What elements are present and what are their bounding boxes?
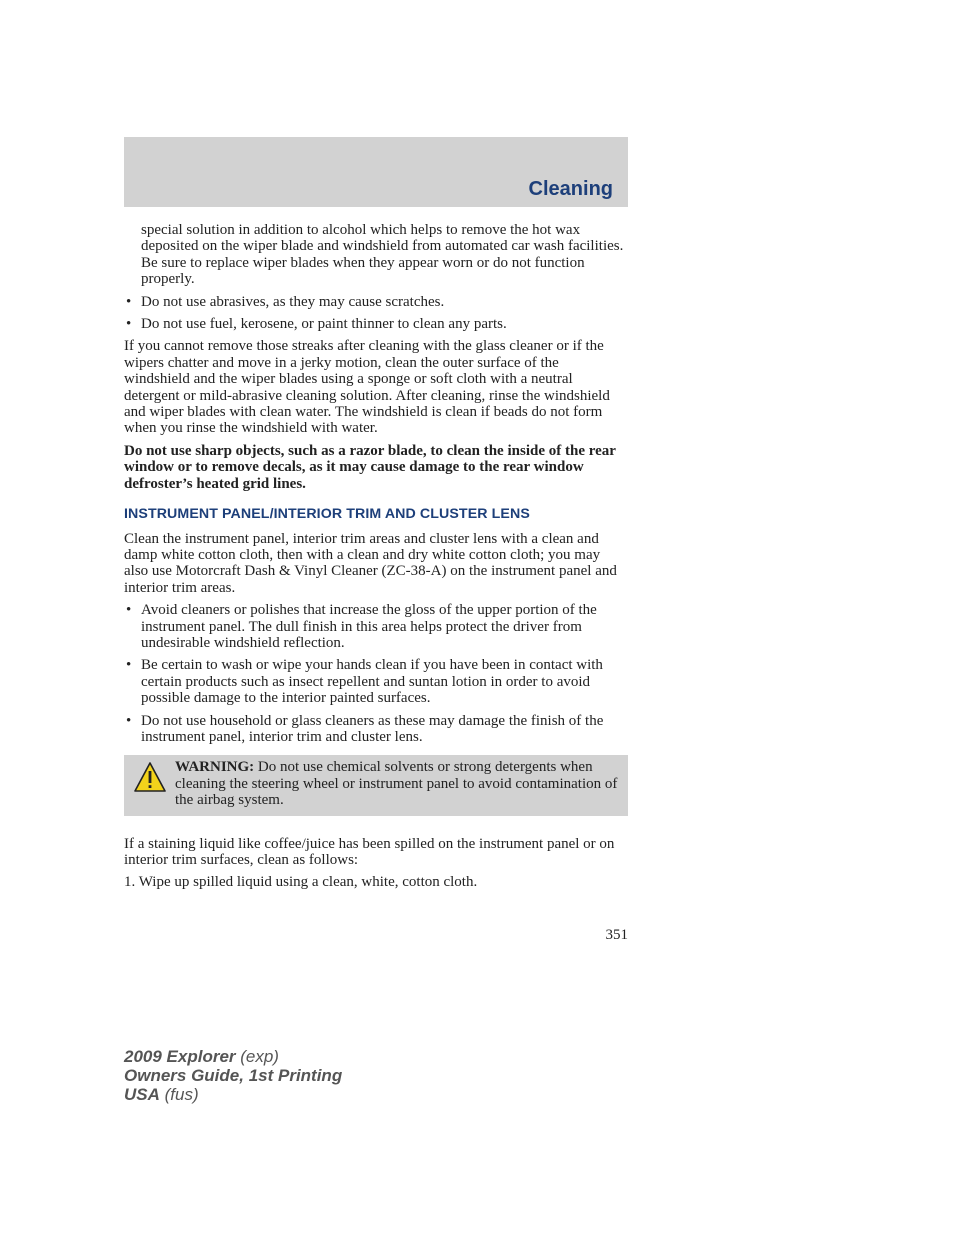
paragraph-streaks: If you cannot remove those streaks after cleaning with the glass cleaner or if the wipers chatter and move in a jerky motion, clean the outer surface of the windshield and the wiper blades using a sponge or soft cloth with a neutral detergent or mild-abrasive cleaning solution. After cleaning, rinse the windshield and wiper blades with clean water. The windshield is clean if beads do not form when you rinse the windshield with water. [124, 338, 610, 437]
footer-market: USA [124, 1085, 160, 1104]
bullet-dot: • [126, 602, 132, 619]
chapter-title: Cleaning [528, 178, 613, 200]
list-item [124, 657, 628, 706]
warning-text: Do not use chemical solvents or strong detergents when cleaning the steering wheel or instrument panel to avoid contamination of the airbag system. [175, 759, 618, 809]
list-item [124, 713, 628, 746]
list-item [124, 602, 628, 651]
warning-triangle-icon [133, 761, 167, 793]
footer-guide: Owners Guide, 1st Printing [124, 1066, 343, 1085]
chapter-header-band [124, 137, 628, 207]
page-number: 351 [605, 927, 628, 943]
bullet-dot: • [126, 657, 132, 674]
footer-line-2 [124, 1066, 342, 1085]
footer-line-3 [124, 1085, 342, 1104]
page-content [124, 222, 628, 897]
list-item-text: Do not use household or glass cleaners as these may damage the finish of the instrument panel, interior trim and cluster lens. [141, 712, 604, 745]
footer-imprint [124, 1047, 342, 1104]
footer-line-1 [124, 1047, 342, 1066]
paragraph-instrument-panel: Clean the instrument panel, interior trim areas and cluster lens with a clean and damp white cotton cloth, then with a clean and dry white cotton cloth; you may also use Motorcraft Dash & Vinyl Cleaner (ZC-38-A) on the instrument panel and interior trim areas. [124, 530, 617, 596]
section-heading: INSTRUMENT PANEL/INTERIOR TRIM AND CLUSTER LENS [124, 506, 530, 523]
bullet-dot: • [126, 316, 132, 333]
footer-model-code: (exp) [235, 1047, 279, 1066]
list-item-text: Avoid cleaners or polishes that increase the gloss of the upper portion of the instrument panel. The dull finish in this area helps protect the driver from undesirable windshield reflection. [141, 602, 597, 651]
bullet-dot: • [126, 293, 132, 310]
warning-label: WARNING: [175, 759, 255, 776]
footer-market-code: (fus) [159, 1085, 199, 1104]
step-1: 1. Wipe up spilled liquid using a clean, white, cotton cloth. [124, 874, 478, 891]
bullet-dot: • [126, 712, 132, 729]
list-item [124, 294, 628, 310]
list-item-text: Do not use abrasives, as they may cause scratches. [141, 293, 445, 310]
intro-continuation: special solution in addition to alcohol which helps to remove the hot wax deposited on the wiper blade and windshield from automated car wash facilities. Be sure to replace wiper blades when they appear worn or do not function properly. [141, 222, 624, 288]
warning-box [124, 755, 628, 815]
list-item-text: Be certain to wash or wipe your hands clean if you have been in contact with certain products such as insect repellent and suntan lotion in order to avoid possible damage to the interior painted surfaces. [141, 657, 603, 707]
bold-caution: Do not use sharp objects, such as a razor blade, to clean the inside of the rear window or to remove decals, as it may cause damage to the rear window defroster’s heated grid lines. [124, 442, 616, 492]
paragraph-staining: If a staining liquid like coffee/juice has been spilled on the instrument panel or on interior trim surfaces, clean as follows: [124, 835, 615, 868]
footer-model: 2009 Explorer [124, 1047, 236, 1066]
list-item [124, 316, 628, 332]
list-item-text: Do not use fuel, kerosene, or paint thinner to clean any parts. [141, 316, 507, 333]
